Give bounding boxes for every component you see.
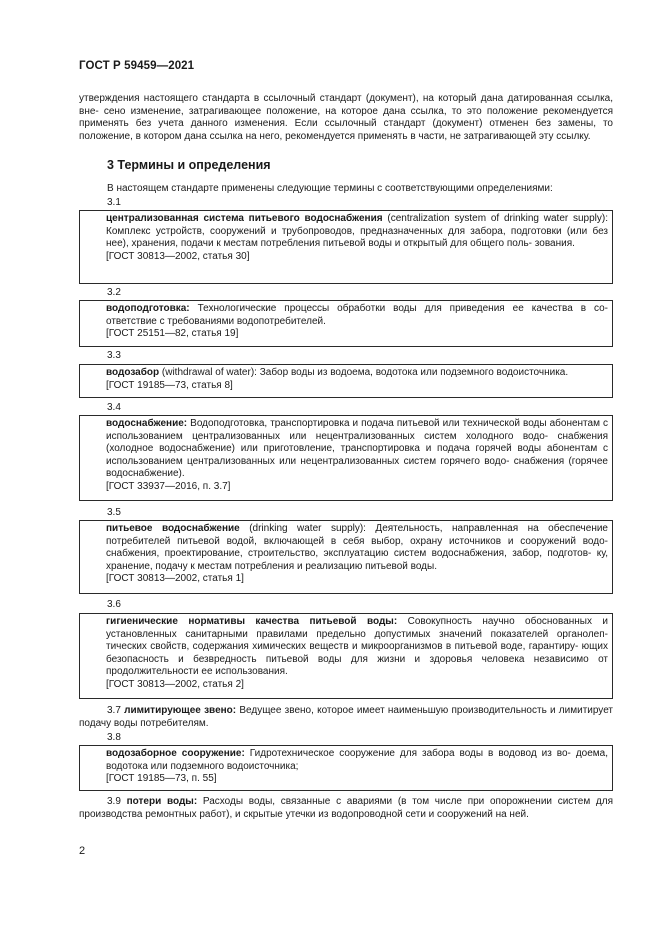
term-definition: Расходы воды, связанные с авариями (в том числе при опорожнении систем для производства ремонтных работ), и скрытые утечки из водопроводной сети и сооружений на ней. (79, 796, 613, 820)
term-source: [ГОСТ 33937—2016, п. 3.7] (106, 480, 231, 492)
term-definition: Ведущее звено, которое имеет наименьшую производительность и лимитирует подачу воды потребителям. (79, 705, 614, 729)
term-name: водоснабжение: (106, 418, 188, 429)
term-name: потери воды: (126, 796, 198, 807)
term-source: [ГОСТ 30813—2002, статья 30] (106, 250, 250, 262)
term-paragraph (79, 796, 613, 821)
term-name: водозабор (106, 367, 160, 378)
term-box (79, 520, 613, 594)
term-definition: (withdrawal of water): Забор воды из водоема, водотока или подземного водоисточника. (159, 367, 569, 378)
intro-text: утверждения настоящего стандарта в ссылочный стандарт (документ), на который дана датированная ссылка, вне- сено изменение, затрагивающее положение, на которое дана ссылка, то это положение рекомендуется применять без учета данного изменения. Если ссылочный стандарт (документ) отменен без замены, то положение, в котором дана ссылка на него, рекомендуется применять в части, не затрагивающей эту ссылку. (79, 93, 613, 142)
term-number: 3.2 (107, 287, 121, 298)
term-number: 3.6 (107, 599, 121, 610)
term-source: [ГОСТ 30813—2002, статья 1] (106, 573, 244, 585)
term-number: 3.5 (107, 507, 121, 518)
term-name: централизованная система питьевого водоснабжения (106, 213, 383, 224)
term-box (79, 364, 613, 398)
term-number: 3.1 (107, 197, 121, 208)
term-definition: Гидротехническое сооружение для забора воды в водовод из во- доема, водотока или подземного водоисточника; (106, 748, 608, 772)
term-box (79, 415, 613, 501)
term-number: 3.8 (107, 732, 121, 743)
page-number: 2 (79, 845, 86, 857)
term-box (79, 300, 613, 347)
term-definition: (centralization system of drinking water supply): Комплекс устройств, сооружений и трубопроводов, предназначенных для забора, подготовки (или без нее), хранения, подачи к местам потребления питьевой воды и открытый для общего поль- зования. (106, 213, 609, 250)
term-definition: Водоподготовка, транспортировка и подача питьевой или технической воды абонентам с использованием централизованных или нецентрализованных систем холодного водо- снабжения (холодное водоснабжение) или приготовление, транспортировка и подача горячей воды абонентам с использованием централизованных или нецентрализованных систем горячего водо- снабжения (горячее водоснабжение). (106, 418, 608, 480)
term-source: [ГОСТ 30813—2002, статья 2] (106, 678, 244, 690)
term-definition: (drinking water supply): Деятельность, направленная на обеспечение потребителей питьевой водой, включающей в себя выбор, охрану источников и сооружений водо- снабжения, проектирование, строительство, эксплуатацию систем водоснабжения, забор, подготов- ку, хранение, подачу к местам потребления и реализацию питьевой воды. (106, 523, 608, 572)
term-source: [ГОСТ 19185—73, статья 8] (106, 379, 233, 391)
term-source: [ГОСТ 25151—82, статья 19] (106, 328, 239, 340)
term-name: гигиенические нормативы качества питьевой воды: (106, 616, 398, 627)
term-name: питьевое водоснабжение (106, 523, 240, 534)
section-title: 3 Термины и определения (107, 158, 271, 172)
intro-paragraph (79, 93, 613, 143)
term-number: 3.9 (107, 796, 121, 807)
term-source: [ГОСТ 19185—73, п. 55] (106, 773, 217, 785)
term-number: 3.3 (107, 350, 121, 361)
section-lead: В настоящем стандарте применены следующие термины с соответствующими определениями: (107, 183, 553, 194)
term-paragraph (79, 705, 613, 730)
term-definition: Технологические процессы обработки воды для приведения ее качества в со- ответствие с требованиями водопотребителей. (106, 303, 608, 327)
term-name: водоподготовка: (106, 303, 190, 314)
term-box (79, 210, 613, 284)
term-box (79, 745, 613, 791)
term-number: 3.7 (107, 705, 121, 716)
term-name: лимитирующее звено: (124, 705, 237, 716)
document-header: ГОСТ Р 59459—2021 (79, 60, 195, 72)
term-definition: Совокупность научно обоснованных и установленных санитарными правилами предельно допустимых значений показателей органолеп- тических свойств, содержания химических веществ и микроорганизмов в питьевой воде, гарантиру- ющих безопасность и безвредность питьевой воды для жизни и здоровья человека независимо от продолжительности ее использования. (106, 616, 609, 678)
term-name: водозаборное сооружение: (106, 748, 245, 759)
term-number: 3.4 (107, 402, 121, 413)
term-box (79, 613, 613, 699)
